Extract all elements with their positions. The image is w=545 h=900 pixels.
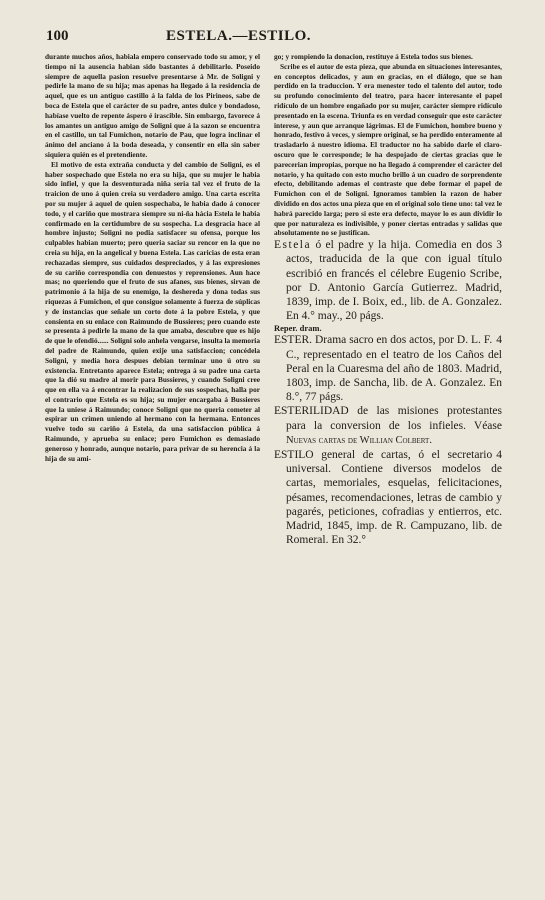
entry-body: Drama sacro en dos actos, por D. L. F. C., representado en el teatro de los Caños del Peral en la Cuaresma del año de 1803. Madrid, 1803, imp. de Sancha, lib. de A. Gonzalez. En 8.°, 77 págs. (286, 334, 502, 404)
entry-price: 3 (496, 239, 502, 252)
right-paragraph-1: go; y rompiendo la donacion, restituye á Estela todos sus bienes. (274, 52, 473, 61)
page-header (46, 28, 499, 48)
entry-body: ó el padre y la hija. Comedia en dos actos, traducida de la que con igual título escribió en francés el célebre Eugenio Scribe, por D. Antonio García Gutierrez. Madrid, 1839, imp. de I. Boix, ed., lib. de A. Gonzalez. En 4.° may., 20 págs. (286, 239, 502, 323)
left-paragraph-2: El motivo de esta extraña conducta y del cambio de Soligni, es el haber sospechado que Estela no era su hija, que su mujer le habia sido infiel, y que la desventurada niña seria tal vez el fruto de la traicion de uno á quien creia su verdadero amigo. Una carta escrita por su mujer á aquel de quien sospechaba, le habia dado á conocer todo, y el cariño que mostrara siempre su ni-ña hácia Estela le habia confirmado en la certidumbre de su sospecha. La desgracia hace al hombre injusto; Soligni no podia satisfacer su ofensa, porque los culpables habian muerto; pero queria saciar su rencor en la que no creia su hija, en la angelical y buena Estela. Las caricias de esta eran rechazadas siempre, sus cuidados despreciados, y á las expresiones de su cariño correspondia con denuestos y reprensiones. Aun hace mas; no queriendo que el fruto de sus afanes, sus bienes, sirvan de patrimonio á la hija de su enemigo, la deshereda y dona todas sus riquezas á Fumichon, el que consigue solamente á fuerza de súplicas y de instancias que señale un corto dote á la pobre Estela, y que consienta en su enlace con Raimundo de Bussieres; pero cuando este se presenta á pedirle la mano de la que amaba, descubre que es hijo de que le ofendió...... Soligni solo anhela vengarse, insulta la memoria del padre de Raimundo, quien exije una satisfaccion; concédela Soligni, y media hora despues debian terminar uno ú otro su existencia. Entretanto aparece Estela; entrega á su padre una carta que la dió su madre al morir para Bussieres, y cuando Soligni cree que en ella va á encontrar la realizacion de sus sospechas, halla por el contrario que Estela es su hija; su mujer encargaba á Bussieres que la uniese á Raimundo; conoce Soligni que no queria cometer al espirar un crímen uniendo al hermano con la hermana. Entonces vuelve todo su cariño á Estela, da una satisfaccion pública á Raimundo, y aprueba su enlace; pero Fumichon es demasiado generoso y honrado, aunque notario, para privar de su herencia á la hija de su ami- (45, 159, 260, 463)
right-paragraph-2: Scribe es el autor de esta pieza, que abunda en situaciones interesantes, en conceptos delicados, y aun en gracias, en el diálogo, que se han perdido en la traduccion. Y era menester todo el talento del autor, todo su profundo conocimiento del teatro, para hacer interesante el papel ridículo de un hombre engañado por su mujer, carácter siempre ridículo presentado en la escena. Triunfa es en verdad conseguir que este carácter interese, y aun que arranque lágrimas. El de Fumichon, hombre bueno y honrado, festivo á veces, y siempre original, se ha perdido enteramente al trasladarlo á nuestro idioma. El traductor no ha sabido darle el claro-oscuro que le corresponde; le ha despojado de ciertas gracias que le parecerian impropias, porque no ha llegado á comprender el carácter del notario, y ha quitado con esto mucho brillo á un cuadro de sorprendente efecto, debilitando ademas el contraste que debe formar el papel de Fumichon con el de Soligni. Ignoramos tambien la razon de haber dividido en dos actos una pieza que en el original solo tiene uno: tal vez le habrá parecido larga; pero si este era defecto, mayor lo es aun dividir lo que por naturaleza es indivisible, y poner ciertas entradas y salidas que absolutamente no se justifican. (274, 61, 502, 238)
entry-cross-reference: Nuevas cartas de Willian Colbert. (286, 434, 432, 446)
entry-heading: Estela (274, 239, 312, 252)
entry-heading: ESTERILIDAD (274, 405, 349, 418)
entry-body: de las misiones protestantes para la conversion de los infieles. Véase (286, 405, 502, 432)
left-column (45, 52, 260, 463)
entry-heading: ESTER. (274, 334, 313, 347)
catalog-entry-estilo (274, 448, 502, 547)
left-paragraph-1: durante muchos años, habiala empero conservado todo su amor, y el tiempo ni la ausencia habian sido bastantes á debilitarlo. Poseido siempre de aquella pasion resuelve presentarse á Mr. de Soligni y pedirle la mano de su hija; mas apenas ha llegado á la residencia de aquel, que es un antiguo castillo á la falda de los Pirineos, sabe de boca de Estela que el carácter de su padre, antes dulce y bondadoso, habíase vuelto de repente áspero é irascible. Sin embargo, favorece á los amantes un antiguo amigo de Soligni que á la sazon se encuentra en el castillo, un tal Fumichon, notario de Pau, que logra inclinar el ánimo del anciano á la boda deseada, y consentir en ella sin saber siquiera quién es el pretendiente. (45, 52, 260, 159)
right-column (274, 52, 502, 547)
catalog-entry-ester (274, 333, 502, 404)
entry-heading: ESTILO (274, 448, 314, 461)
entry-price: 4 (496, 448, 502, 461)
entry-body: general de cartas, ó el secretario universal. Contiene diversos modelos de cartas, memoriales, esquelas, felicitaciones, pésames, recomendaciones, letras de cambio y pagarés, peticiones, cofradias y entierros, etc. Madrid, 1845, imp. de R. Campuzano, lib. de Romeral. En 32.° (286, 448, 502, 547)
entry-price: 4 (496, 334, 502, 347)
entry-note: Reper. dram. (274, 323, 322, 334)
catalog-entry-esterilidad (274, 404, 502, 448)
page-number: 100 (46, 28, 69, 44)
catalog-entry-estela (274, 238, 502, 323)
running-head: ESTELA.—ESTILO. (166, 28, 312, 44)
